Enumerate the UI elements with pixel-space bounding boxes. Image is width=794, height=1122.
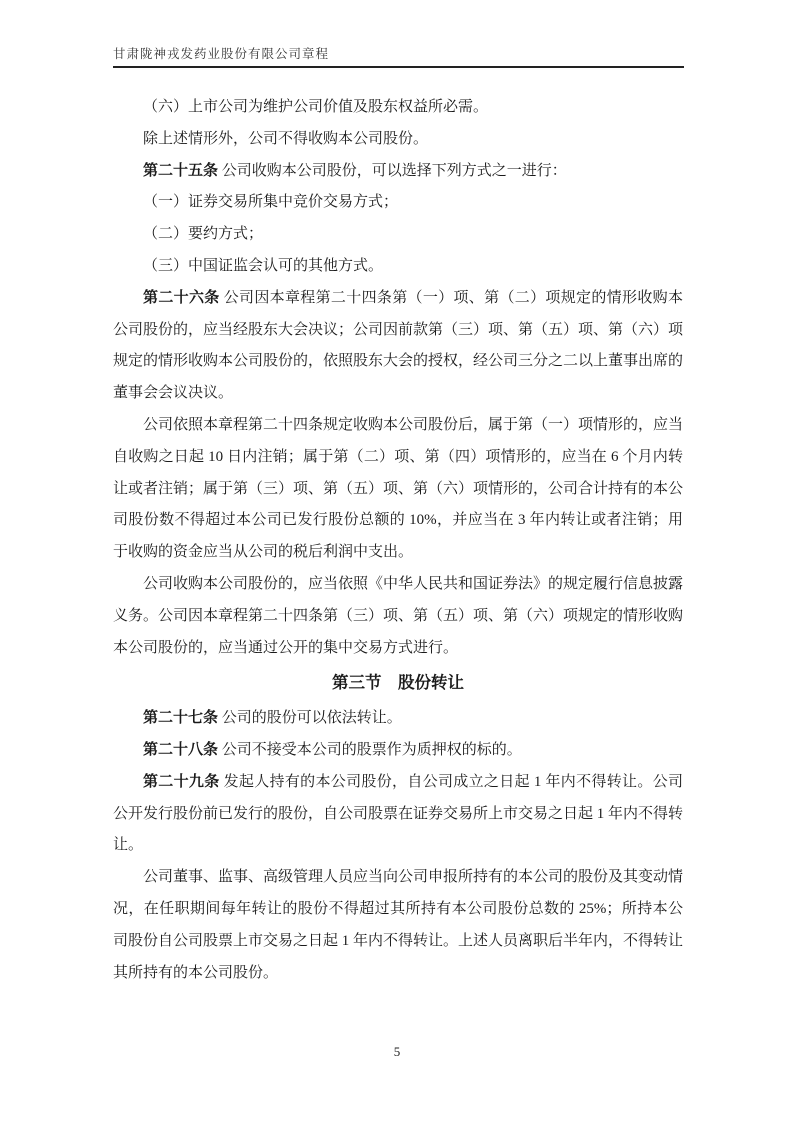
document-body	[113, 92, 683, 989]
article-paragraph: 第二十五条 公司收购本公司股份，可以选择下列方式之一进行：	[143, 162, 567, 179]
page-header	[113, 44, 684, 68]
article-paragraph: 第二十七条 公司的股份可以依法转让。	[143, 710, 402, 727]
article-paragraph: 第二十八条 公司不接受本公司的股票作为质押权的标的。	[143, 741, 522, 758]
body-paragraph: 公司收购本公司股份的，应当依照《中华人民共和国证券法》的规定履行信息披露义务。公司因本章程第二十四条第（三）项、第（五）项、第（六）项规定的情形收购本公司股份的，应当通过公开的集中交易方式进行。	[113, 575, 684, 656]
body-paragraph: （六）上市公司为维护公司价值及股东权益所必需。	[143, 99, 489, 115]
section-heading: 第三节 股份转让	[332, 673, 464, 693]
page-footer	[0, 1044, 794, 1060]
article-number: 第二十九条	[143, 773, 220, 790]
page-number: 5	[393, 1044, 401, 1059]
body-paragraph: 公司董事、监事、高级管理人员应当向公司申报所持有的本公司的股份及其变动情况，在任职期间每年转让的股份不得超过其所持有本公司股份总数的 25%；所持本公司股份自公司股票上市交易之日起 1 年内不得转让。上述人员离职后半年内，不得转让其所持有的本公司股份。	[113, 869, 684, 981]
body-paragraph: （三）中国证监会认可的其他方式。	[143, 257, 384, 274]
article-number: 第二十五条	[143, 162, 219, 179]
body-paragraph: （二）要约方式；	[143, 226, 264, 243]
header-title: 甘肃陇神戎发药业股份有限公司章程	[113, 47, 330, 61]
body-paragraph: （一）证券交易所集中竞价交易方式；	[143, 194, 399, 211]
article-number: 第二十七条	[143, 710, 219, 727]
article-paragraph: 第二十九条 发起人持有的本公司股份，自公司成立之日起 1 年内不得转让。公司公开发行股份前已发行的股份，自公司股票在证券交易所上市交易之日起 1 年内不得转让。	[113, 773, 684, 854]
article-number: 第二十六条	[143, 289, 220, 306]
article-paragraph: 第二十六条 公司因本章程第二十四条第（一）项、第（二）项规定的情形收购本公司股份的，应当经股东大会决议；公司因前款第（三）项、第（五）项、第（六）项规定的情形收购本公司股份的，依照股东大会的授权，经公司三分之二以上董事出席的董事会会议决议。	[113, 289, 684, 402]
body-paragraph: 除上述情形外，公司不得收购本公司股份。	[143, 130, 429, 147]
article-number: 第二十八条	[143, 741, 219, 758]
body-paragraph: 公司依照本章程第二十四条规定收购本公司股份后，属于第（一）项情形的，应当自收购之日起 10 日内注销；属于第（二）项、第（四）项情形的，应当在 6 个月内转让或者注销；属于第（三）项、第（五）项、第（六）项情形的，公司合计持有的本公司股份数不得超过本公司已发行股份总额的 10%，并应当在 3 年内转让或者注销；用于收购的资金应当从公司的税后利润中支出。	[113, 416, 684, 561]
